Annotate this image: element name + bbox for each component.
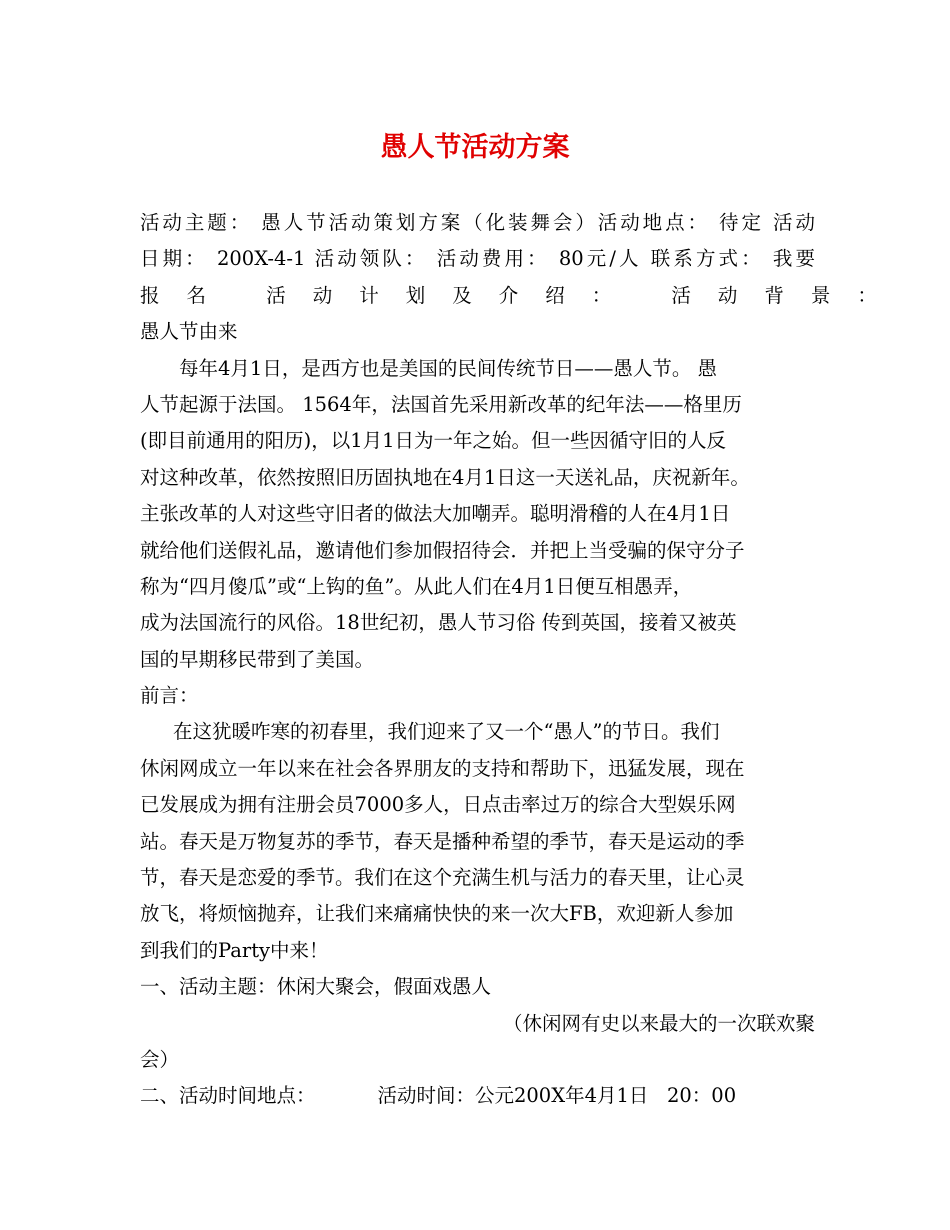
text-line: 每年4月1日，是西方也是美国的民间传统节日——愚人节。 愚 [179, 356, 718, 380]
text-line: 站。春天是万物复苏的季节，春天是播种希望的季节，春天是运动的季 [140, 829, 745, 853]
document-title: 愚人节活动方案 [380, 132, 570, 163]
text-line: 愚人节由来 [140, 320, 238, 344]
text-line: 在这犹暖咋寒的初春里，我们迎来了又一个“愚人”的节日。我们 [173, 720, 720, 744]
text-line: 放飞，将烦恼抛弃，让我们来痛痛快快的来一次大FB，欢迎新人参加 [140, 902, 734, 926]
text-line: 到我们的Party中来！ [140, 938, 329, 962]
text-line: 日期： 200X-4-1 活动领队： 活动费用： 80元/人 联系方式： 我要 [140, 247, 815, 271]
text-line: 国的早期移民带到了美国。 [140, 647, 375, 671]
section-heading: 一、活动主题：休闲大聚会，假面戏愚人 [140, 975, 492, 999]
text-line: 主张改革的人对这些守旧者的做法大加嘲弄。聪明滑稽的人在4月1日 [140, 502, 731, 526]
text-line: 已发展成为拥有注册会员7000多人，日点击率过万的综合大型娱乐网 [140, 793, 736, 817]
text-line: 就给他们送假礼品，邀请他们参加假招待会．并把上当受骗的保守分子 [140, 538, 745, 562]
text-line: 成为法国流行的风俗。18世纪初，愚人节习俗 传到英国，接着又被英 [140, 611, 737, 635]
text-line: 节，春天是恋爱的季节。我们在这个充满生机与活力的春天里，让心灵 [140, 866, 745, 890]
section-heading: 二、活动时间地点： 活动时间：公元200X年4月1日 20：00 [140, 1084, 737, 1108]
text-line: （休闲网有史以来最大的一次联欢聚 [502, 1011, 815, 1035]
text-line: 会） [140, 1047, 180, 1071]
document-body [140, 205, 904, 1115]
text-line: 称为“四月傻瓜”或“上钩的鱼”。从此人们在4月1日便互相愚弄， [140, 574, 693, 598]
section-heading: 前言： [140, 684, 199, 708]
text-line: 报名 活动计划及介绍： 活动背景： [140, 283, 904, 307]
text-line: 活动主题： 愚人节活动策划方案（化装舞会）活动地点： 待定 活动 [140, 211, 815, 234]
text-line: (即目前通用的阳历)，以1月1日为一年之始。但一些因循守旧的人反 [140, 429, 727, 453]
text-line: 休闲网成立一年以来在社会各界朋友的支持和帮助下，迅猛发展，现在 [140, 756, 745, 780]
text-line: 对这种改革，依然按照旧历固执地在4月1日这一天送礼品，庆祝新年。 [140, 465, 750, 489]
text-line: 人节起源于法国。 1564年，法国首先采用新改革的纪年法——格里历 [140, 392, 742, 416]
